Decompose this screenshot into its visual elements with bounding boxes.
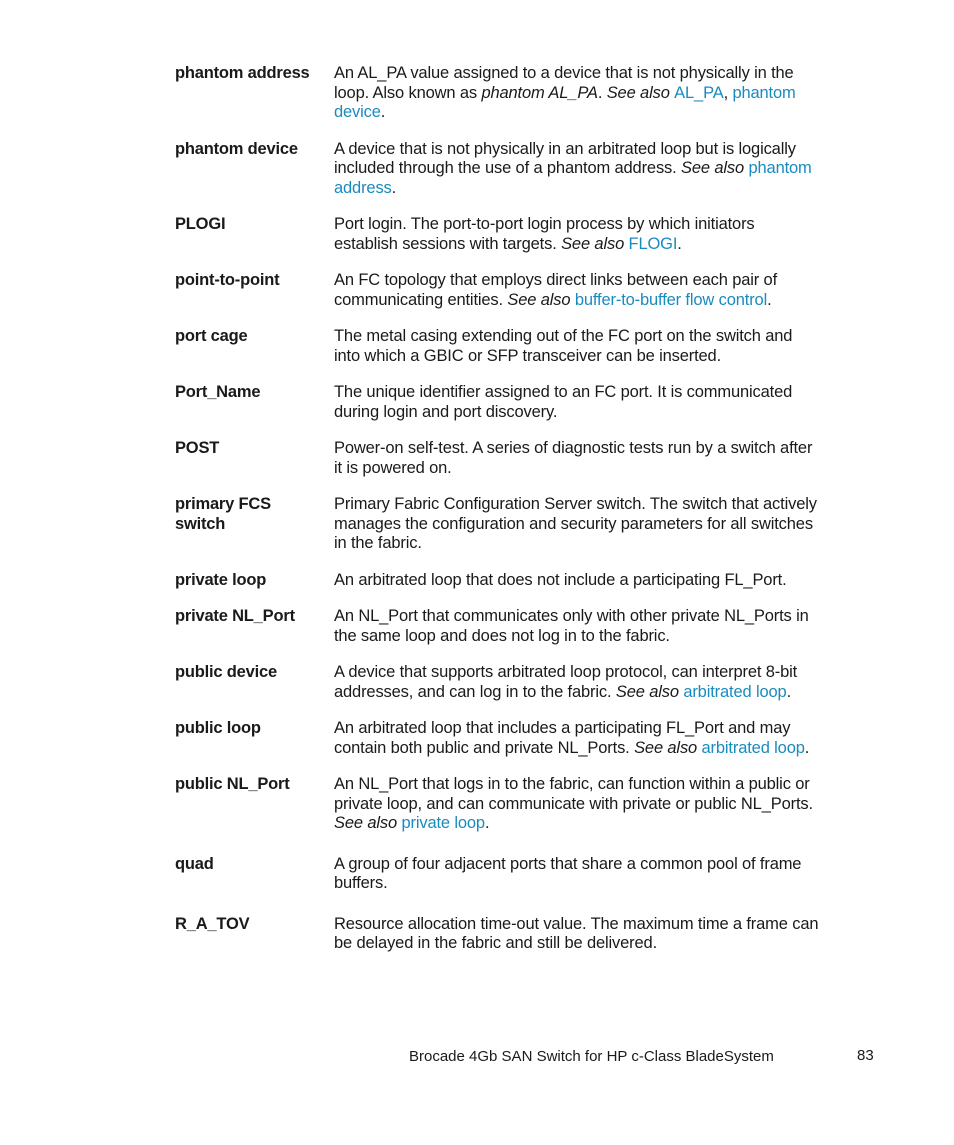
glossary-definition xyxy=(334,64,820,123)
glossary-term: Port_Name xyxy=(175,383,261,401)
definition-text-italic: phantom AL_PA xyxy=(481,83,598,102)
glossary-term: PLOGI xyxy=(175,215,226,233)
glossary-entry xyxy=(175,495,820,554)
definition-text: An arbitrated loop that includes a participating FL_Port and may contain both public and private NL_Ports. xyxy=(334,719,791,757)
glossary-definition xyxy=(334,663,820,702)
glossary-entry xyxy=(175,663,820,702)
definition-text: , xyxy=(723,83,733,102)
glossary-entry xyxy=(175,327,820,366)
glossary-term: private loop xyxy=(175,570,267,589)
glossary-entry xyxy=(175,215,820,254)
glossary-term: phantom address xyxy=(175,64,310,82)
glossary-definition xyxy=(334,327,820,366)
definition-text: Power-on self-test. A series of diagnostic tests run by a switch after it is powered on. xyxy=(334,439,813,477)
definition-text: . xyxy=(804,738,810,757)
definition-text: Primary Fabric Configuration Server switch. The switch that actively manages the configuration and security parameters for all switches in the fabric. xyxy=(334,495,817,552)
definition-text: The unique identifier assigned to an FC port. It is communicated during login and port discovery. xyxy=(334,383,793,421)
definition-text: A device that is not physically in an arbitrated loop but is logically included through the use of a phantom address. xyxy=(334,139,796,177)
cross-reference-link[interactable]: FLOGI xyxy=(628,234,678,253)
glossary-entry xyxy=(175,775,820,834)
glossary-entry xyxy=(175,140,820,199)
definition-text: Resource allocation time-out value. The maximum time a frame can be delayed in the fabric and still be delivered. xyxy=(334,914,819,952)
glossary-entry xyxy=(175,64,820,123)
definition-text: Port login. The port-to-port login process by which initiators establish sessions with targets. xyxy=(334,215,755,253)
glossary-term: public loop xyxy=(175,719,261,737)
glossary-entry xyxy=(175,607,820,646)
glossary-definition xyxy=(334,495,820,554)
glossary-definition xyxy=(334,439,820,478)
definition-text: . xyxy=(786,682,791,701)
glossary-term: R_A_TOV xyxy=(175,914,250,933)
glossary-term: phantom device xyxy=(175,139,298,158)
glossary-term: primary FCS switch xyxy=(175,495,271,533)
definition-text: The metal casing extending out of the FC port on the switch and into which a GBIC or SFP transceiver can be inserted. xyxy=(334,327,793,365)
glossary xyxy=(175,64,820,954)
definition-text: A device that supports arbitrated loop protocol, can interpret 8-bit addresses, and can log in to the fabric. xyxy=(334,663,798,701)
definition-text: An AL_PA value assigned to a device that is not physically in the loop. Also known as xyxy=(334,64,794,102)
glossary-definition xyxy=(334,140,820,199)
glossary-definition xyxy=(334,271,820,310)
glossary-entry xyxy=(175,855,820,894)
definition-text: An FC topology that employs direct links between each pair of communicating entities. xyxy=(334,271,778,309)
glossary-term: private NL_Port xyxy=(175,607,295,625)
cross-reference-link[interactable]: private loop xyxy=(401,814,485,832)
definition-text: An NL_Port that communicates only with other private NL_Ports in the same loop and does not log in to the fabric. xyxy=(334,607,809,645)
glossary-entry xyxy=(175,571,820,591)
cross-reference-link[interactable]: AL_PA xyxy=(674,83,724,102)
definition-text: . xyxy=(484,814,490,832)
definition-text: An arbitrated loop that does not include a participating FL_Port. xyxy=(334,570,787,589)
definition-text: . xyxy=(391,178,397,197)
definition-text: . xyxy=(677,234,682,253)
glossary-term: point-to-point xyxy=(175,271,280,289)
cross-reference-link[interactable]: phantom address xyxy=(334,159,812,197)
cross-reference-link[interactable]: phantom device xyxy=(334,83,796,121)
glossary-entry xyxy=(175,439,820,478)
glossary-term: quad xyxy=(175,854,214,873)
see-also-label: See also xyxy=(681,159,749,177)
definition-text: An NL_Port that logs in to the fabric, can function within a public or private loop, and can communicate with private or public NL_Ports. xyxy=(334,775,813,813)
footer-document-title: Brocade 4Gb SAN Switch for HP c-Class BladeSystem xyxy=(409,1048,774,1065)
see-also-label: See also xyxy=(507,290,575,309)
glossary-term: port cage xyxy=(175,327,248,345)
glossary-definition xyxy=(334,215,820,254)
glossary-entry xyxy=(175,271,820,310)
see-also-label: See also xyxy=(561,234,629,253)
glossary-definition xyxy=(334,719,820,758)
definition-text: . xyxy=(767,290,772,309)
glossary-definition xyxy=(334,855,820,894)
glossary-term: POST xyxy=(175,439,220,457)
definition-text: . xyxy=(597,83,607,102)
glossary-entry xyxy=(175,719,820,758)
glossary-definition xyxy=(334,571,820,591)
page-number: 83 xyxy=(857,1047,874,1064)
glossary-term: public NL_Port xyxy=(175,775,290,793)
see-also-label: See also xyxy=(606,83,675,102)
definition-text: . xyxy=(380,103,386,121)
see-also-label: See also xyxy=(615,682,684,701)
glossary-definition xyxy=(334,915,820,954)
glossary-definition xyxy=(334,775,820,834)
see-also-label: See also xyxy=(634,738,702,757)
glossary-definition xyxy=(334,383,820,422)
glossary-entry xyxy=(175,915,820,954)
cross-reference-link[interactable]: arbitrated loop xyxy=(701,738,805,757)
cross-reference-link[interactable]: arbitrated loop xyxy=(683,682,787,701)
see-also-label: See also xyxy=(334,814,402,832)
cross-reference-link[interactable]: buffer-to-buffer flow control xyxy=(574,290,768,309)
glossary-entry xyxy=(175,383,820,422)
glossary-definition xyxy=(334,607,820,646)
glossary-term: public device xyxy=(175,663,277,681)
definition-text: A group of four adjacent ports that share a common pool of frame buffers. xyxy=(334,854,802,892)
